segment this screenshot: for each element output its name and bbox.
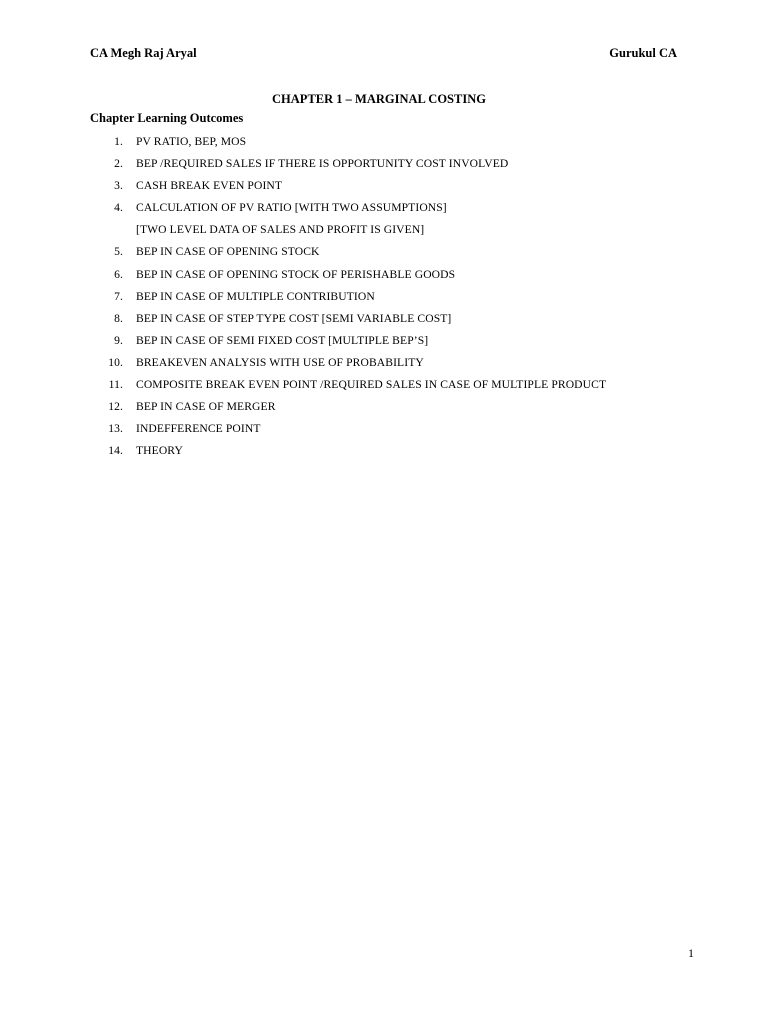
list-item-number: 7. (114, 289, 123, 303)
list-item-text: INDEFFERENCE POINT (136, 422, 261, 436)
list-item (0, 443, 768, 465)
list-item-number: 4. (114, 201, 123, 215)
list-item-number: 11. (108, 378, 123, 392)
list-item (0, 311, 768, 333)
list-item-number: 5. (114, 245, 123, 259)
list-item-text: BEP IN CASE OF MULTIPLE CONTRIBUTION (136, 289, 375, 303)
list-item-text: BEP IN CASE OF OPENING STOCK (136, 245, 320, 259)
list-item-text: CASH BREAK EVEN POINT (136, 179, 283, 193)
outcomes-list (0, 134, 768, 465)
page-header (90, 46, 677, 64)
outcomes-heading: Chapter Learning Outcomes (90, 111, 244, 125)
list-item (0, 355, 768, 377)
list-item-text: BEP IN CASE OF SEMI FIXED COST [MULTIPLE BEP’S] (136, 333, 429, 347)
list-item (0, 200, 768, 222)
list-item-number: 14. (108, 444, 123, 458)
list-item-text: PV RATIO, BEP, MOS (136, 135, 247, 148)
header-author: CA Megh Raj Aryal (90, 46, 197, 60)
list-item-text: CALCULATION OF PV RATIO [WITH TWO ASSUMPTIONS] (136, 201, 447, 215)
list-item (0, 421, 768, 443)
list-item-number: 6. (114, 267, 123, 281)
list-item-number: 2. (114, 157, 123, 171)
list-item-number: 3. (114, 179, 123, 193)
list-item-number: 13. (108, 422, 123, 436)
list-item-text: BEP IN CASE OF OPENING STOCK OF PERISHABLE GOODS (136, 267, 456, 281)
page-number: 1 (688, 946, 694, 960)
list-item-number: 9. (114, 333, 123, 347)
list-item (0, 333, 768, 355)
list-item-text: BEP /REQUIRED SALES IF THERE IS OPPORTUNITY COST INVOLVED (136, 157, 509, 171)
list-item (0, 399, 768, 421)
list-item-number: 12. (108, 400, 123, 414)
header-institute: Gurukul CA (609, 46, 677, 60)
list-item (0, 156, 768, 178)
list-item (0, 244, 768, 266)
chapter-title (0, 92, 768, 107)
list-item-number: 8. (114, 311, 123, 325)
list-item-text: [TWO LEVEL DATA OF SALES AND PROFIT IS GIVEN] (136, 223, 425, 237)
list-item-text: BREAKEVEN ANALYSIS WITH USE OF PROBABILITY (136, 355, 424, 369)
list-item-continuation (0, 222, 768, 244)
list-item (0, 377, 768, 399)
list-item (0, 134, 768, 156)
list-item-number: 10. (108, 355, 123, 369)
list-item-text: BEP IN CASE OF MERGER (136, 400, 276, 414)
chapter-title-text: CHAPTER 1 – MARGINAL COSTING (272, 92, 486, 106)
list-item-text: BEP IN CASE OF STEP TYPE COST [SEMI VARIABLE COST] (136, 311, 452, 325)
list-item (0, 267, 768, 289)
list-item-text: COMPOSITE BREAK EVEN POINT /REQUIRED SALES IN CASE OF MULTIPLE PRODUCT (136, 378, 607, 392)
list-item (0, 178, 768, 200)
list-item-text: THEORY (136, 444, 183, 458)
list-item-number: 1. (114, 135, 123, 148)
list-item (0, 289, 768, 311)
